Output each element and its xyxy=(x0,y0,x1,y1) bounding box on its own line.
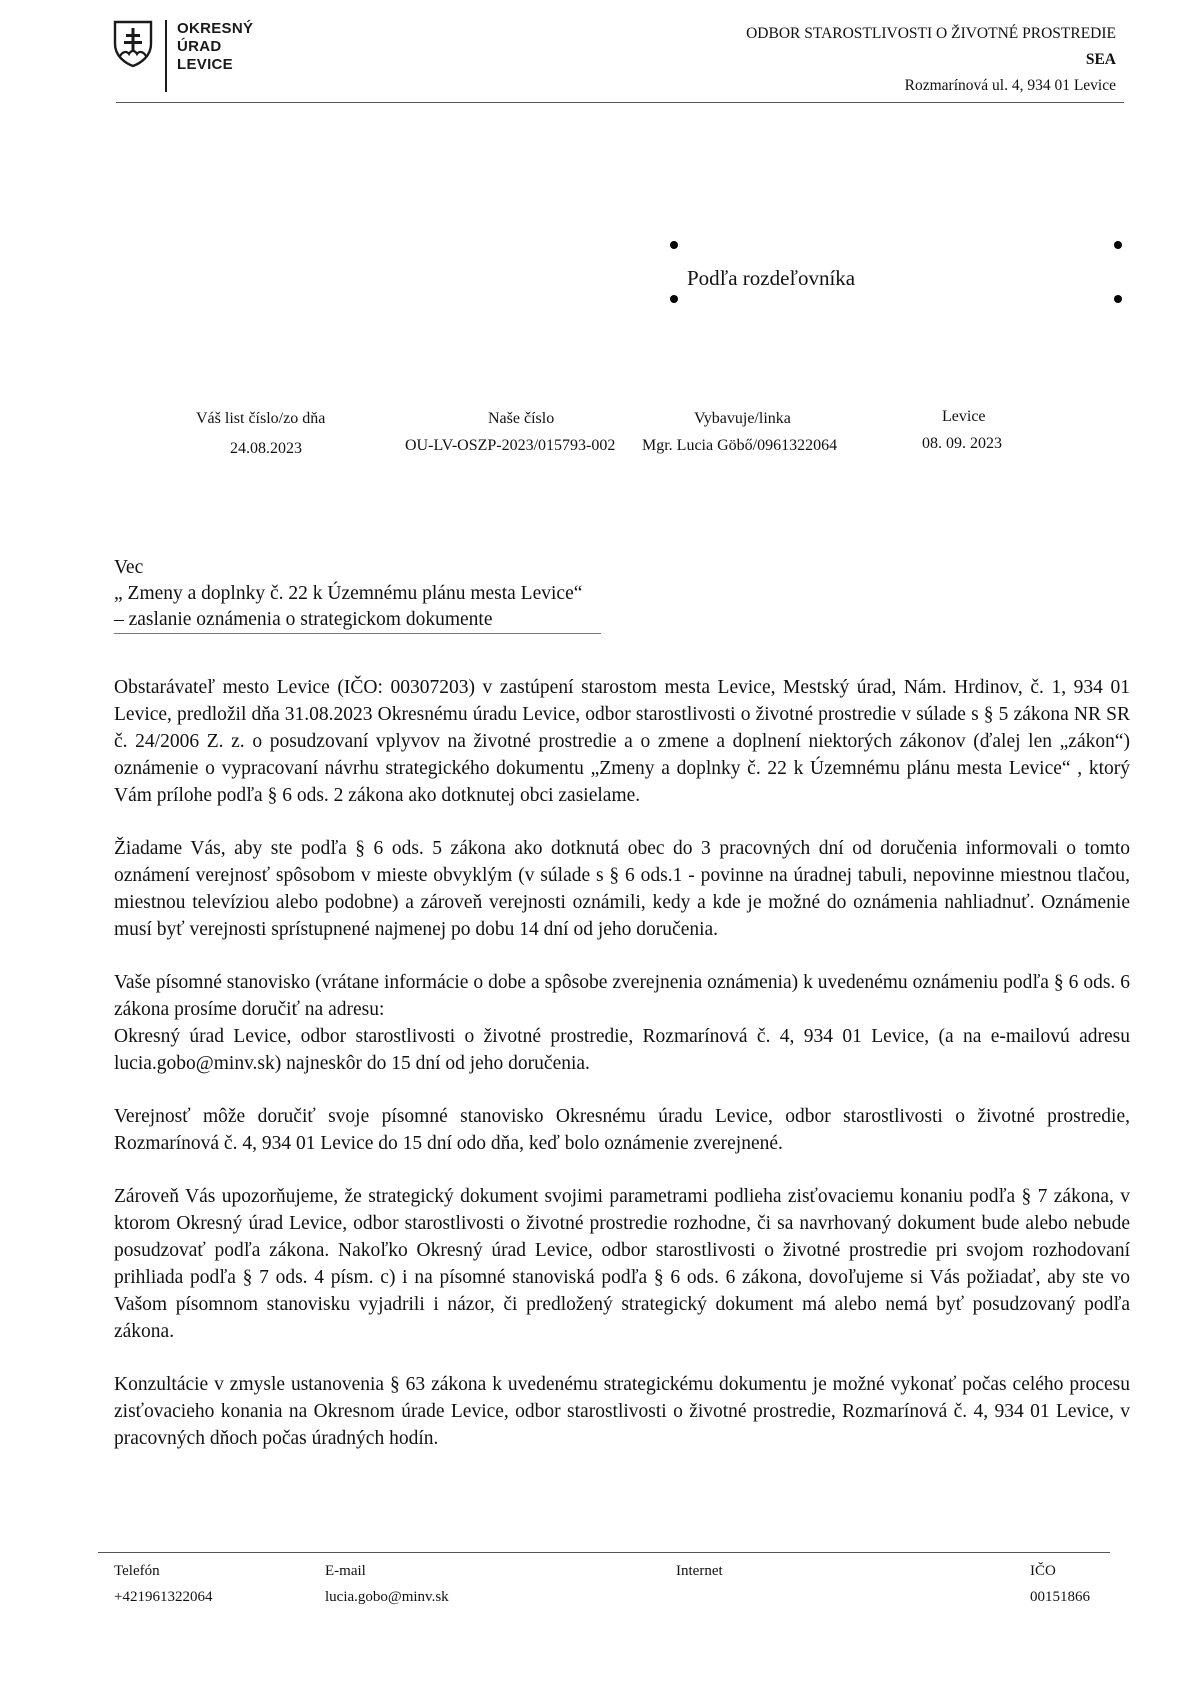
recipient: Podľa rozdeľovníka xyxy=(687,266,856,290)
handled-by-label: Vybavuje/linka xyxy=(694,410,791,427)
paragraph-2: Žiadame Vás, aby ste podľa § 6 ods. 5 zákona ako dotknutá obec do 3 pracovných dní od doručenia informovali o tomto oznámení verejnosť spôsobom v mieste obvyklým (v súlade s § 6 ods.1 - povinne na úradnej tabuli, nepovinne miestnou tlačou, miestnou televíziou alebo podobne) a zároveň verejnosti oznámili, kedy a kde je možné do oznámenia nahliadnuť. Oznámenie musí byť verejnosti sprístupnené najmenej po dobu 14 dní od jeho doručenia. xyxy=(114,838,1130,940)
paragraph-7: Konzultácie v zmysle ustanovenia § 63 zákona k uvedenému strategickému dokumentu je možné vykonať počas celého procesu zisťovacieho konania na Okresnom úrade Levice, odbor starostlivosti o životné prostredie, Rozmarínová č. 4, 934 01 Levice, v pracovných dňoch počas úradných hodín. xyxy=(114,1374,1130,1449)
phone-label: Telefón xyxy=(114,1563,160,1579)
subject-label: Vec xyxy=(114,557,144,578)
email-label: E-mail xyxy=(325,1563,366,1579)
address-window-mark-tl xyxy=(670,241,678,249)
subject-underline xyxy=(114,633,601,634)
place-label: Levice xyxy=(942,408,986,425)
office-logo xyxy=(113,18,273,98)
paragraph-3: Vaše písomné stanovisko (vrátane informácie o dobe a spôsobe zverejnenia oznámenia) k uvedenému oznámeniu podľa § 6 ods. 6 zákona prosíme doručiť na adresu: xyxy=(114,972,1130,1020)
logo-line-1: OKRESNÝ xyxy=(177,20,254,37)
letter-body xyxy=(114,674,1130,1478)
phone-value: +421961322064 xyxy=(114,1589,213,1605)
logo-line-3: LEVICE xyxy=(177,56,233,73)
subject-subtitle: – zaslanie oznámenia o strategickom dokumente xyxy=(114,609,493,630)
address-window-mark-tr xyxy=(1114,241,1122,249)
logo-line-2: ÚRAD xyxy=(177,38,222,55)
footer-divider xyxy=(98,1552,1110,1553)
paragraph-5: Verejnosť môže doručiť svoje písomné stanovisko Okresnému úradu Levice, odbor starostlivosti o životné prostredie, Rozmarínová č. 4, 934 01 Levice do 15 dní odo dňa, keď bolo oznámenie zverejnené. xyxy=(114,1106,1130,1154)
subject-block xyxy=(114,555,582,633)
header-contact-block xyxy=(746,21,1116,99)
address-window-mark-br xyxy=(1114,295,1122,303)
paragraph-6: Zároveň Vás upozorňujeme, že strategický dokument svojimi parametrami podlieha zisťovaciemu konaniu podľa § 7 zákona, v ktorom Okresný úrad Levice, odbor starostlivosti o životné prostredie rozhodne, či sa navrhovaný dokument bude alebo nebude posudzovať podľa zákona. Nakoľko Okresný úrad Levice, odbor starostlivosti o životné prostredie pri svojom rozhodovaní prihliada podľa § 7 ods. 4 písm. c) i na písomné stanoviská podľa § 6 ods. 6 zákona, dovoľujeme si Vás požiadať, aby ste vo Vašom písomnom stanovisku vyjadrili i názor, či predložený strategický dokument má alebo nemá byť posudzovaný podľa zákona. xyxy=(114,1186,1130,1342)
footer-phone xyxy=(114,1558,212,1610)
coat-of-arms-icon xyxy=(113,20,153,68)
ico-value: 00151866 xyxy=(1030,1589,1090,1605)
handled-by-value: Mgr. Lucia Göbő/0961322064 xyxy=(642,437,838,454)
address-window-mark-bl xyxy=(670,295,678,303)
office-address: Rozmarínová ul. 4, 934 01 Levice xyxy=(904,77,1116,94)
your-letter-label: Váš list číslo/zo dňa xyxy=(196,410,326,427)
footer-email xyxy=(325,1558,449,1610)
your-letter-value: 24.08.2023 xyxy=(230,440,302,457)
our-number-label: Naše číslo xyxy=(488,410,555,427)
footer-internet xyxy=(676,1558,723,1584)
footer-ico xyxy=(1030,1558,1090,1610)
subject-title: „ Zmeny a doplnky č. 22 k Územnému plánu mesta Levice“ xyxy=(114,583,583,604)
paragraph-4: Okresný úrad Levice, odbor starostlivosti o životné prostredie, Rozmarínová č. 4, 934 01 Levice, (a na e-mailovú adresu lucia.gobo@minv.sk) najneskôr do 15 dní od jeho doručenia. xyxy=(114,1026,1130,1074)
email-value[interactable]: lucia.gobo@minv.sk xyxy=(325,1589,449,1605)
logo-divider xyxy=(165,20,167,92)
paragraph-1: Obstarávateľ mesto Levice (IČO: 00307203) v zastúpení starostom mesta Levice, Mestský úrad, Nám. Hrdinov, č. 1, 934 01 Levice, predložil dňa 31.08.2023 Okresnému úradu Levice, odbor starostlivosti o životné prostredie v súlade s § 5 zákona NR SR č. 24/2006 Z. z. o posudzovaní vplyvov na životné prostredie a o zmene a doplnení niektorých zákonov (ďalej len „zákon“) oznámenie o vypracovaní návrhu strategického dokumentu „Zmeny a doplnky č. 22 k Územnému plánu mesta Levice“ , ktorý Vám prílohe podľa § 6 ods. 2 zákona ako dotknutej obci zasielame. xyxy=(114,677,1130,806)
internet-label: Internet xyxy=(676,1563,723,1579)
our-number-value: OU-LV-OSZP-2023/015793-002 xyxy=(405,437,616,454)
logo-wordmark xyxy=(177,20,253,74)
department-name: ODBOR STAROSTLIVOSTI O ŽIVOTNÉ PROSTREDIE xyxy=(746,25,1116,42)
header-divider xyxy=(116,102,1124,103)
unit-name: SEA xyxy=(1085,51,1116,68)
date-value: 08. 09. 2023 xyxy=(922,435,1002,452)
ico-label: IČO xyxy=(1030,1563,1056,1579)
